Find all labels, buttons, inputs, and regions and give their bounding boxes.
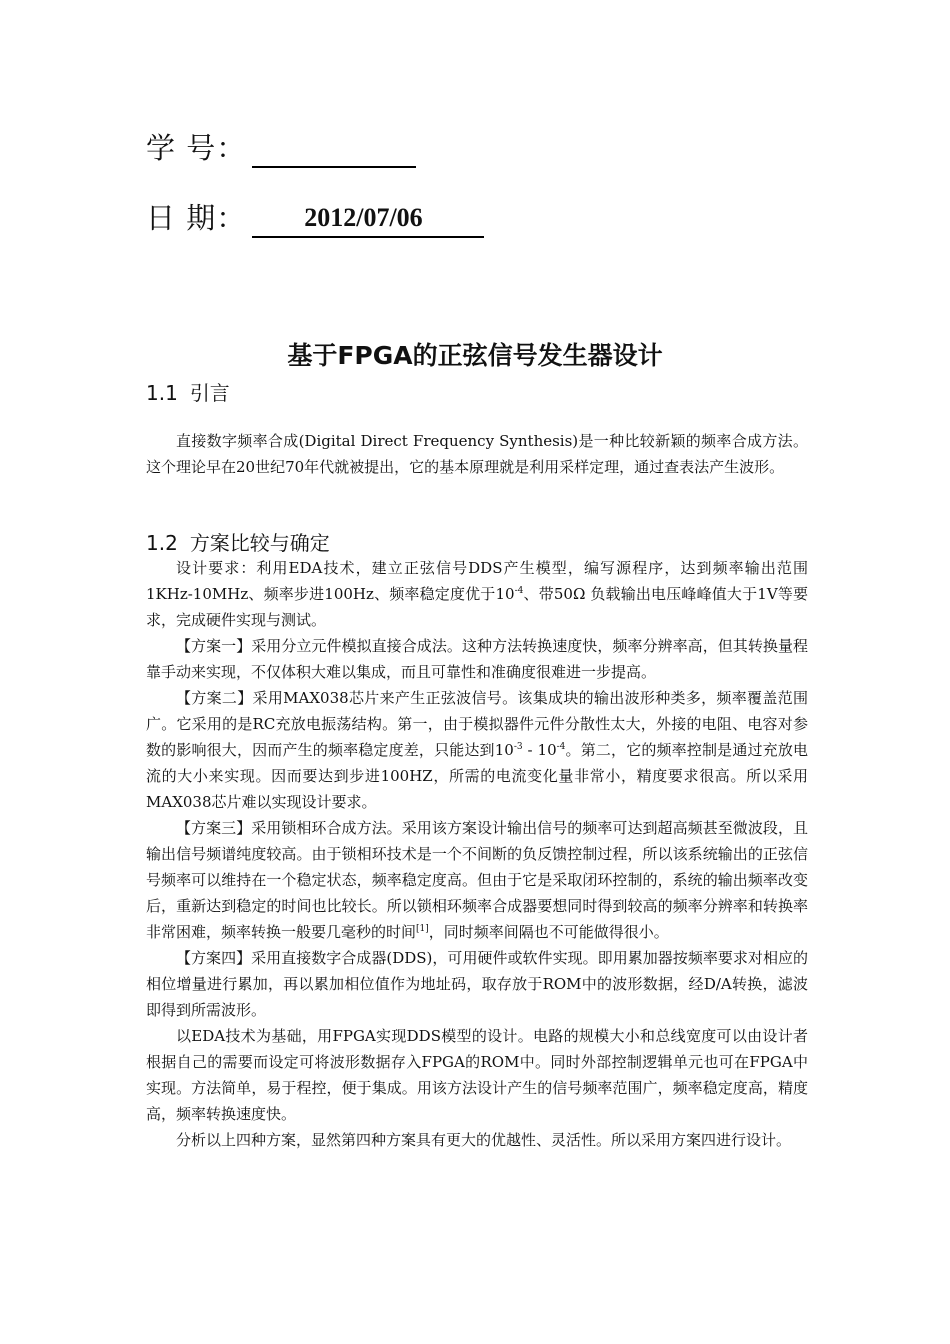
text-run: 设计要求：利用EDA技术，建立正弦信号DDS产生模型，编写源程序，达到频率输出范围1KHz-10MHz、频率步进100Hz、频率稳定度优于10 [146,559,808,603]
exponent: -4 [514,586,524,596]
student-id-label: 学 号： [146,131,247,165]
text-run: 。第二，它的频率控制是通过充放电流的大小来实现。因而要达到步进100HZ，所需的电流变化量非常小，精度要求很高。所以采用MAX038芯片难以实现设计要求。 [146,741,808,811]
text-run: 【方案三】采用锁相环合成方法。采用该方案设计输出信号的频率可达到超高频甚至微波段，且输出信号频谱纯度较高。由于锁相环技术是一个不间断的负反馈控制过程，所以该系统输出的正弦信号频率可以维持在一个稳定状态，频率稳定度高。但由于它是采取闭环控制的，系统的输出频率改变后，重新达到稳定的时间也比较长。所以锁相环频率合成器要想同时得到较高的频率分辨率和转换率非常困难，频率转换一般要几毫秒的时间 [146,819,808,941]
paragraph-requirements [146,555,808,633]
schemes-body [146,555,808,1153]
paragraph-scheme-1: 【方案一】采用分立元件模拟直接合成法。这种方法转换速度快，频率分辨率高，但其转换量程靠手动来实现，不仅体积大难以集成，而且可靠性和准确度很难进一步提高。 [146,637,808,681]
student-id-value [252,128,416,168]
text-run: - 10 [522,741,557,759]
date-field [146,194,484,238]
paragraph-scheme-4: 【方案四】采用直接数字合成器(DDS)，可用硬件或软件实现。即用累加器按频率要求对相应的相位增量进行累加，再以累加相位值作为地址码，取存放于ROM中的波形数据，经D/A转换，滤波即得到所需波形。 [146,949,808,1019]
paragraph-conclusion: 分析以上四种方案，显然第四种方案具有更大的优越性、灵活性。所以采用方案四进行设计。 [176,1131,792,1149]
paragraph-scheme-3 [146,815,808,945]
student-id-field [146,124,416,168]
section-heading-schemes [146,528,330,558]
section-title: 引言 [189,381,230,405]
section-number: 1.1 [146,381,178,405]
paragraph-scheme-2 [146,685,808,815]
intro-body [146,428,808,480]
citation-ref: [1] [416,924,429,934]
intro-paragraph: 直接数字频率合成(Digital Direct Frequency Synthesis)是一种比较新颖的频率合成方法。这个理论早在20世纪70年代就被提出，它的基本原理就是利用采样定理，通过查表法产生波形。 [146,432,808,476]
text-run: ，同时频率间隔也不可能做得很小。 [428,923,669,941]
text-run: 【方案二】采用MAX038芯片来产生正弦波信号。该集成块的输出波形种类多，频率覆盖范围广。它采用的是RC充放电振荡结构。第一，由于模拟器件元件分散性太大，外接的电阻、电容对参数的影响很大，因而产生的频率稳定度差，只能达到10 [146,689,808,759]
date-value: 2012/07/06 [252,198,484,238]
section-title: 方案比较与确定 [189,531,330,555]
document-title: 基于FPGA的正弦信号发生器设计 [287,341,663,370]
section-heading-intro [146,378,230,408]
paragraph-eda: 以EDA技术为基础，用FPGA实现DDS模型的设计。电路的规模大小和总线宽度可以由设计者根据自己的需要而设定可将波形数据存入FPGA的ROM中。同时外部控制逻辑单元也可在FPGA中实现。方法简单，易于程控，便于集成。用该方法设计产生的信号频率范围广，频率稳定度高，精度高，频率转换速度快。 [146,1027,808,1123]
exponent: -4 [556,742,566,752]
section-number: 1.2 [146,531,178,555]
text-run: 、带50Ω 负载输出电压峰峰值大于1V等要求，完成硬件实现与测试。 [146,585,809,629]
exponent: -3 [513,742,523,752]
date-label: 日 期： [146,201,247,235]
